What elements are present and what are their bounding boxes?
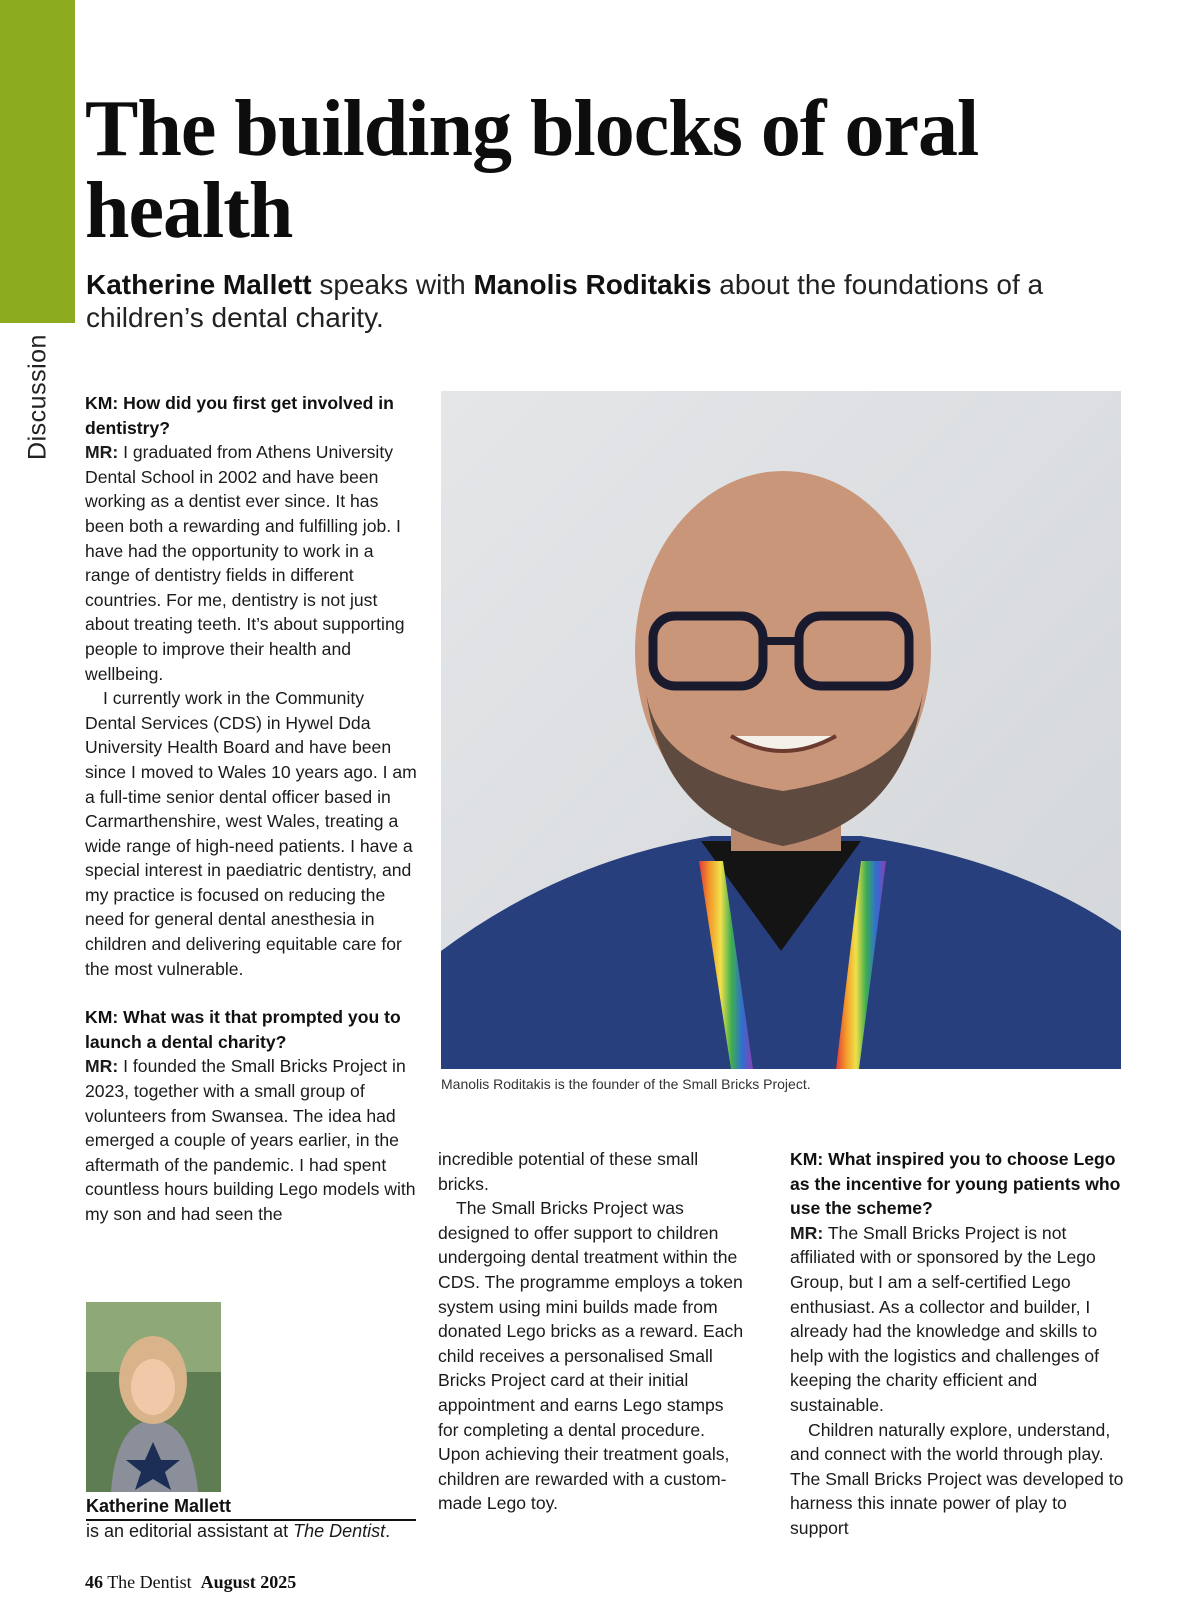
article-column-3	[790, 1147, 1130, 1541]
standfirst-subject: Manolis Roditakis	[473, 269, 712, 300]
section-color-bar	[0, 0, 75, 323]
author-bio	[86, 1521, 426, 1542]
answer-label: MR:	[790, 1222, 824, 1243]
interviewee-photo	[441, 391, 1121, 1069]
question-3: KM: What inspired you to choose Lego as the incentive for young patients who use the scheme?	[790, 1149, 1121, 1219]
publication-name: The Dentist	[107, 1572, 192, 1592]
article-column-1	[85, 391, 418, 1227]
answer-2-para-1	[85, 1054, 418, 1226]
answer-label: MR:	[85, 1056, 119, 1077]
answer-2-para-2: The Small Bricks Project was designed to offer support to children undergoing dental treatment within the CDS. The programme employs a token system using mini builds made from donated Lego bricks as a reward. Each child receives a personalised Small Bricks Project card at their initial appointment and earns Lego stamps for completing a dental procedure. Upon achieving their treatment goals, children are rewarded with a custom-made Lego toy.	[438, 1198, 744, 1514]
answer-1-text: I graduated from Athens University Dental School in 2002 and have been working as a dentist ever since. It has been both a rewarding and fulfilling job. I have had the opportunity to work in a range of dentistry fields in different countries. For me, dentistry is not just about treating teeth. It’s about supporting people to improve their health and wellbeing.	[85, 442, 405, 684]
issue-date: August 2025	[200, 1572, 297, 1592]
answer-label: MR:	[85, 442, 119, 463]
author-photo	[86, 1302, 221, 1492]
question-1: KM: How did you first get involved in dentistry?	[85, 393, 394, 438]
answer-2-para-1-cont: incredible potential of these small bricks.	[438, 1149, 699, 1194]
author-bio-end: .	[385, 1521, 391, 1541]
standfirst-mid: speaks with	[319, 269, 466, 300]
author-bio-publication: The Dentist	[293, 1521, 386, 1541]
answer-1-para-2: I currently work in the Community Dental Services (CDS) in Hywel Dda University Health Board and have been since I moved to Wales 10 years ago. I am a full-time senior dental officer based in Carmarthenshire, west Wales, treating a wide range of high-need patients. I have a special interest in paediatric dentistry, and my practice is focused on reducing the need for general dental anesthesia in children and delivering equitable care for the most vulnerable.	[85, 688, 417, 979]
author-name: Katherine Mallett	[86, 1496, 416, 1521]
answer-3-para-1	[790, 1221, 1130, 1418]
answer-3-text: The Small Bricks Project is not affiliated with or sponsored by the Lego Group, but I am a self-certified Lego enthusiast. As a collector and builder, I already had the knowledge and skills to help with the logistics and challenges of keeping the charity efficient and sustainable.	[790, 1222, 1100, 1415]
page-number: 46	[85, 1572, 103, 1592]
standfirst	[86, 268, 1126, 334]
page-footer	[85, 1572, 296, 1593]
photo-caption: Manolis Roditakis is the founder of the Small Bricks Project.	[441, 1076, 811, 1092]
standfirst-author: Katherine Mallett	[86, 269, 312, 300]
answer-2-text: I founded the Small Bricks Project in 2023, together with a small group of volunteers from Swansea. The idea had emerged a couple of years earlier, in the aftermath of the pandemic. I had spent countless hours building Lego models with my son and had seen the	[85, 1056, 416, 1224]
author-bio-text: is an editorial assistant at	[86, 1521, 289, 1541]
headline: The building blocks of oral health	[85, 85, 979, 255]
article-column-2	[438, 1147, 748, 1516]
question-2: KM: What was it that prompted you to launch a dental charity?	[85, 1007, 401, 1052]
standfirst-rest: about the foundations of a children’s dental charity.	[86, 269, 1044, 333]
section-label: Discussion	[23, 334, 52, 460]
answer-3-para-2: Children naturally explore, understand, and connect with the world through play. The Small Bricks Project was developed to harness this innate power of play to support	[790, 1419, 1124, 1538]
answer-1-para-1	[85, 440, 418, 686]
